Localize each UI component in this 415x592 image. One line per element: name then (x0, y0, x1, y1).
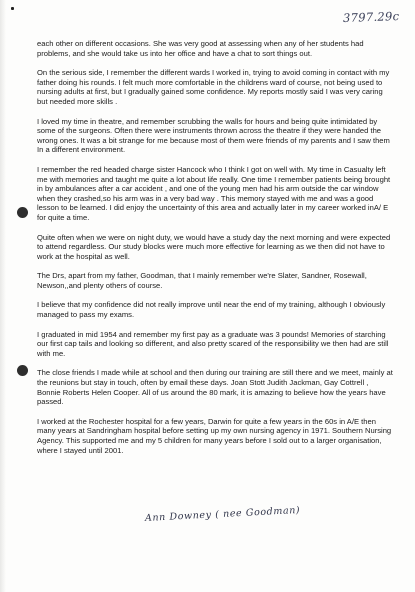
handwritten-reference-number: 3797.29c (342, 9, 400, 25)
punch-hole-upper (17, 207, 28, 218)
punch-hole-lower (17, 365, 28, 376)
corner-mark (11, 7, 14, 10)
handwritten-signature: Ann Downey ( nee Goodman) (144, 504, 301, 524)
paragraph: The close friends I made while at school and then during our training are still there and we meet, mainly at the reunions but stay in touch, often by email these days. Joan Stott Judith Jackman, Gay Cottrell , Bonnie Roberts Helen Cooper. All of us around the 80 mark, it is amazing to believe how the years have passed. (37, 368, 393, 407)
paragraph: I graduated in mid 1954 and remember my first pay as a graduate was 3 pounds! Memories of starching our first cap tails and looking so different, and also pretty scared of the responsibility we then had are still with me. (37, 329, 389, 358)
paragraph: each other on different occasions. She was very good at assessing when any of her students had problems, and she would take us into her office and have a chat to sort things out. (37, 39, 364, 58)
paragraph: On the serious side, I remember the different wards I worked in, trying to avoid coming in contact with my father doing his rounds. I felt much more comfortable in the childrens ward of course, not being used to nursing adults at first, but I gradually gained some confidence. My reports mostly said I was very caring but needed more skills . (37, 68, 390, 106)
paragraph: I worked at the Rochester hospital for a few years, Darwin for quite a few years in the 60s in A/E then many years at Sandringham hospital before setting up my own nursing agency in 1971. Southern Nursing Agency. This supported me and my 5 children for many years before I sold out to a larger organisation, where I stayed until 2001. (37, 416, 392, 455)
letter-body (37, 39, 393, 465)
paragraph: Quite often when we were on night duty, we would have a study day the next morning and were expected to attend regardless. Our study blocks were much more effective for learning as we then did not have to work at the hospital as well. (37, 232, 391, 261)
paragraph: I believe that my confidence did not really improve until near the end of my training, although I obviously managed to pass my exams. (37, 300, 386, 320)
paragraph: I remember the red headed charge sister Hancock who I think I got on well with. My time in Casualty left me with memories and taught me quite a lot about life really. One time I remember patients being brought in by ambulances after a car accident , and one of the young men had his arm outside the car window when they crashed,so his arm was in a very bad way . This memory stayed with me and was a good lesson to be learned. I did enjoy the uncertainty of this area and actually later in my career worked inA/ E for quite a time. (37, 164, 391, 222)
paragraph: The Drs, apart from my father, Goodman, that I mainly remember we're Slater, Sandner, Rosewall, Newson,,and plenty others of course. (37, 271, 367, 290)
page-edge-shadow (0, 0, 6, 592)
paragraph: I loved my time in theatre, and remember scrubbing the walls for hours and being quite intimidated by some of the surgeons. Often there were instruments thrown across the theatre if they were handed the wrong ones. It was a bit strange for me because most of them were friends of my parents and I saw them In a different environment. (37, 116, 390, 155)
